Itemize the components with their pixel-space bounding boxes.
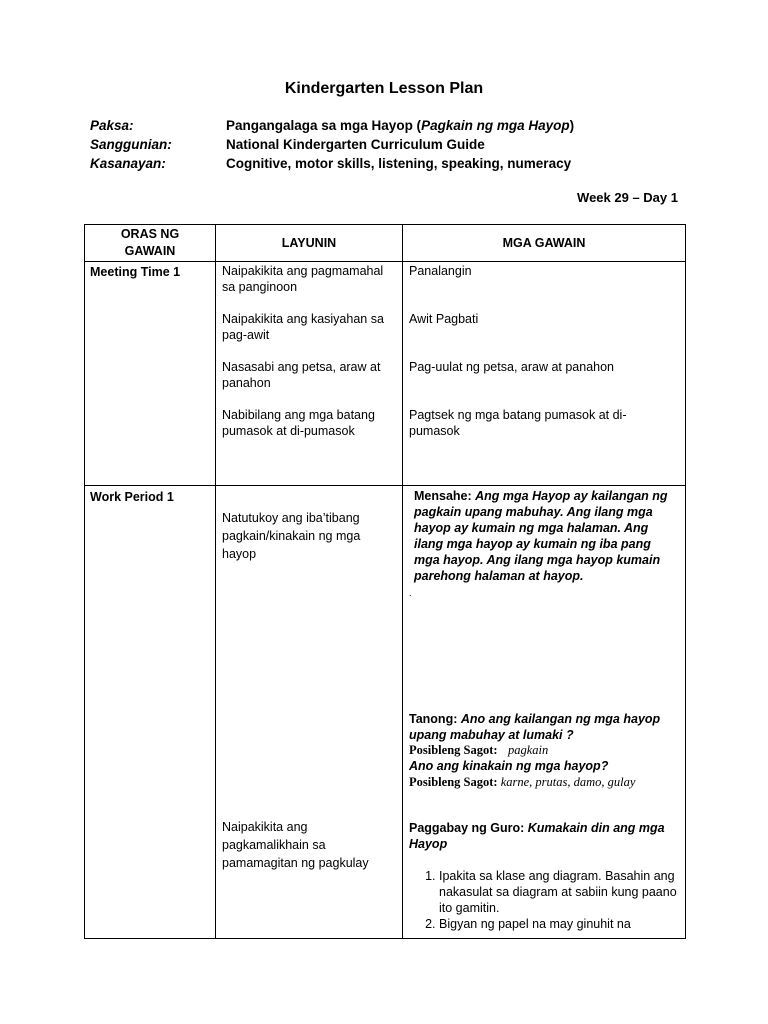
layunin-item: Naipakikita ang pagmamahal sa panginoon: [222, 264, 384, 294]
list-item: 1. Ipakita sa klase ang diagram. Basahin ang nakasulat sa diagram at sabiin kung paano ito gamitin.: [439, 868, 677, 916]
list-item: 2. Bigyan ng papel na may ginuhit na: [439, 916, 677, 932]
layunin-item: Naipakikita ang kasiyahan sa pag-awit: [222, 312, 384, 342]
layunin-item: Nabibilang ang mga batang pumasok at di-pumasok: [222, 408, 375, 438]
row-time-meeting: Meeting Time 1: [90, 265, 181, 279]
paksa-label: Paksa:: [90, 118, 134, 133]
gawain-item: Awit Pagbati: [409, 312, 479, 326]
stray-dot: .: [409, 588, 412, 598]
kasanayan-label: Kasanayan:: [90, 156, 166, 171]
layunin-item: Nasasabi ang petsa, araw at panahon: [222, 360, 381, 390]
row-time-work-period: Work Period 1: [90, 490, 174, 504]
page-title: Kindergarten Lesson Plan: [284, 80, 484, 97]
kasanayan-value: Cognitive, motor skills, listening, speaking, numeracy: [226, 156, 572, 171]
sagot-block: Posibleng Sagot: pagkain Ano ang kinakain ng mga hayop? Posibleng Sagot: karne, prutas, damo, gulay: [409, 743, 636, 789]
gawain-item: Pagtsek ng mga batang pumasok at di-pumasok: [409, 408, 627, 438]
layunin-item: Naipakikita ang pagkamalikhain sa pamamagitan ng pagkulay: [222, 820, 369, 870]
gawain-item: Pag-uulat ng petsa, araw at panahon: [409, 360, 615, 374]
week-day-label: Week 29 – Day 1: [577, 190, 678, 205]
paggabay-block: Paggabay ng Guro: Kumakain din ang mga Hayop: [409, 821, 665, 851]
header-layunin: LAYUNIN: [281, 236, 337, 250]
sanggunian-label: Sanggunian:: [90, 137, 172, 152]
paksa-value: Pangangalaga sa mga Hayop (Pagkain ng mga Hayop): [226, 118, 575, 133]
steps-list: [409, 868, 677, 932]
header-oras-ng-gawain: ORAS NG GAWAIN: [120, 227, 180, 258]
layunin-item: Natutukoy ang iba’tibang pagkain/kinakain ng mga hayop: [222, 511, 361, 561]
header-mga-gawain: MGA GAWAIN: [502, 236, 586, 250]
mensahe-block: Mensahe: Ang mga Hayop ay kailangan ng pagkain upang mabuhay. Ang ilang mga hayop ay kumain ng mga halaman. Ang ilang mga hayop ay kumain ng iba pang mga hayop. Ang ilang mga hayop kumain parehong halaman at hayop.: [414, 489, 668, 583]
tanong-block: Tanong: Ano ang kailangan ng mga hayop upang mabuhay at lumaki ?: [409, 712, 661, 742]
gawain-item: Panalangin: [409, 264, 472, 278]
sanggunian-value: National Kindergarten Curriculum Guide: [226, 137, 485, 152]
